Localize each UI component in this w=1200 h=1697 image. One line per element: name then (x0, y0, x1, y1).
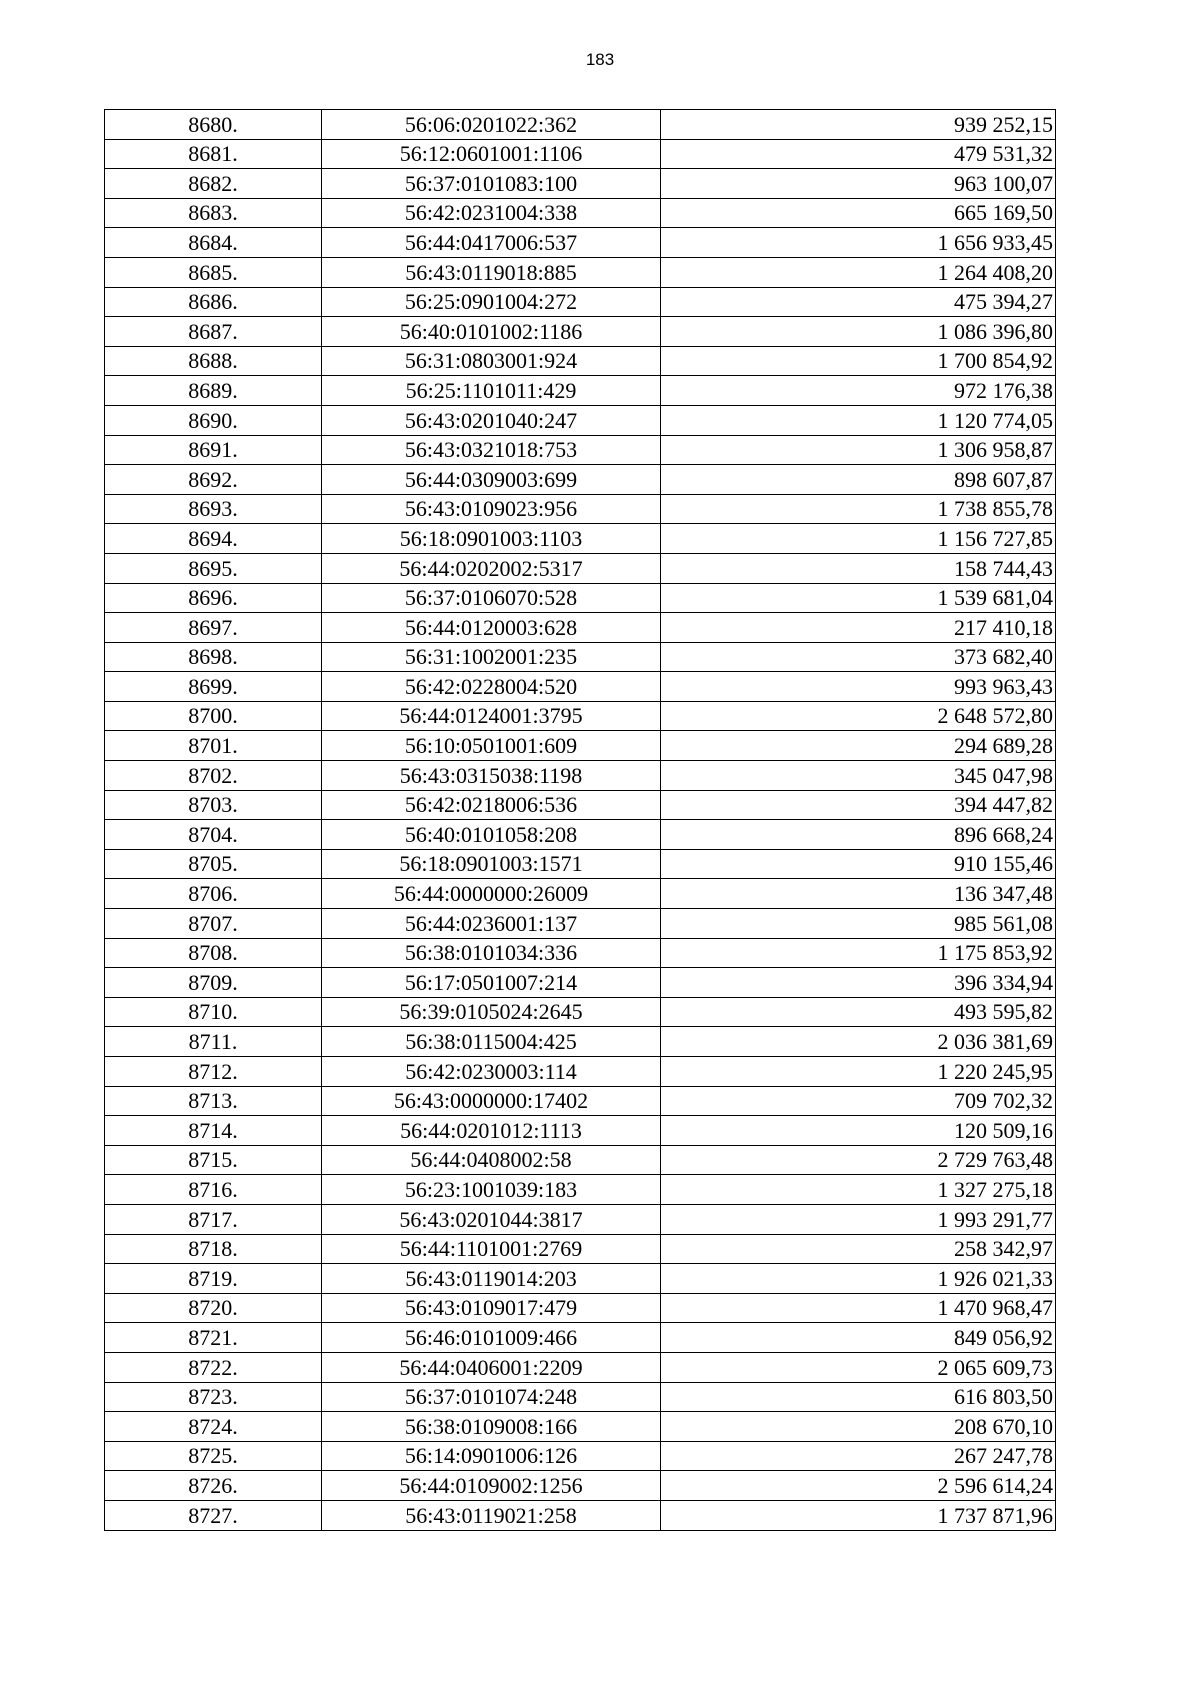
cadastral-value-cell: 2 596 614,24 (661, 1471, 1056, 1501)
cadastral-value-cell: 120 509,16 (661, 1116, 1056, 1146)
row-number-cell: 8692. (105, 465, 322, 495)
cadastral-value-cell: 345 047,98 (661, 761, 1056, 791)
table-row (105, 583, 1056, 613)
cadastral-value-table (104, 109, 1056, 1531)
table-row (105, 169, 1056, 199)
cadastral-value-cell: 910 155,46 (661, 849, 1056, 879)
row-number-cell: 8718. (105, 1234, 322, 1264)
cadastral-value-cell: 1 470 968,47 (661, 1293, 1056, 1323)
cadastral-number-cell: 56:44:0406001:2209 (322, 1352, 661, 1382)
cadastral-value-cell: 1 086 396,80 (661, 317, 1056, 347)
cadastral-value-cell: 1 700 854,92 (661, 346, 1056, 376)
row-number-cell: 8687. (105, 317, 322, 347)
row-number-cell: 8726. (105, 1471, 322, 1501)
cadastral-value-cell: 158 744,43 (661, 553, 1056, 583)
cadastral-number-cell: 56:17:0501007:214 (322, 968, 661, 998)
cadastral-value-cell: 896 668,24 (661, 820, 1056, 850)
cadastral-number-cell: 56:23:1001039:183 (322, 1175, 661, 1205)
table-body (105, 110, 1056, 1531)
row-number-cell: 8706. (105, 879, 322, 909)
table-row (105, 1293, 1056, 1323)
cadastral-value-cell: 1 539 681,04 (661, 583, 1056, 613)
row-number-cell: 8683. (105, 198, 322, 228)
table-row (105, 139, 1056, 169)
row-number-cell: 8711. (105, 1027, 322, 1057)
row-number-cell: 8716. (105, 1175, 322, 1205)
cadastral-number-cell: 56:44:0000000:26009 (322, 879, 661, 909)
row-number-cell: 8691. (105, 435, 322, 465)
cadastral-number-cell: 56:43:0109023:956 (322, 494, 661, 524)
row-number-cell: 8697. (105, 613, 322, 643)
cadastral-number-cell: 56:40:0101002:1186 (322, 317, 661, 347)
table-row (105, 1175, 1056, 1205)
cadastral-value-cell: 394 447,82 (661, 790, 1056, 820)
cadastral-number-cell: 56:18:0901003:1571 (322, 849, 661, 879)
row-number-cell: 8724. (105, 1412, 322, 1442)
cadastral-value-cell: 985 561,08 (661, 909, 1056, 939)
cadastral-number-cell: 56:43:0201040:247 (322, 405, 661, 435)
cadastral-value-cell: 267 247,78 (661, 1441, 1056, 1471)
row-number-cell: 8688. (105, 346, 322, 376)
table-row (105, 1057, 1056, 1087)
cadastral-value-cell: 294 689,28 (661, 731, 1056, 761)
table-row (105, 1412, 1056, 1442)
table-row (105, 1204, 1056, 1234)
table-row (105, 1500, 1056, 1530)
cadastral-number-cell: 56:42:0228004:520 (322, 672, 661, 702)
table-row (105, 938, 1056, 968)
table-row (105, 997, 1056, 1027)
row-number-cell: 8702. (105, 761, 322, 791)
row-number-cell: 8703. (105, 790, 322, 820)
table-row (105, 1441, 1056, 1471)
table-row (105, 287, 1056, 317)
table-row (105, 346, 1056, 376)
cadastral-number-cell: 56:38:0115004:425 (322, 1027, 661, 1057)
cadastral-number-cell: 56:37:0101083:100 (322, 169, 661, 199)
table-row (105, 1234, 1056, 1264)
cadastral-number-cell: 56:43:0119021:258 (322, 1500, 661, 1530)
row-number-cell: 8680. (105, 110, 322, 140)
row-number-cell: 8701. (105, 731, 322, 761)
table-row (105, 761, 1056, 791)
cadastral-value-cell: 208 670,10 (661, 1412, 1056, 1442)
cadastral-number-cell: 56:44:0236001:137 (322, 909, 661, 939)
row-number-cell: 8717. (105, 1204, 322, 1234)
row-number-cell: 8727. (105, 1500, 322, 1530)
cadastral-number-cell: 56:06:0201022:362 (322, 110, 661, 140)
row-number-cell: 8721. (105, 1323, 322, 1353)
cadastral-value-cell: 493 595,82 (661, 997, 1056, 1027)
page-number: 183 (585, 50, 615, 69)
cadastral-value-cell: 396 334,94 (661, 968, 1056, 998)
cadastral-number-cell: 56:43:0315038:1198 (322, 761, 661, 791)
table-row (105, 731, 1056, 761)
cadastral-number-cell: 56:25:0901004:272 (322, 287, 661, 317)
table-row (105, 317, 1056, 347)
cadastral-value-cell: 1 737 871,96 (661, 1500, 1056, 1530)
table-row (105, 465, 1056, 495)
cadastral-number-cell: 56:43:0119018:885 (322, 257, 661, 287)
row-number-cell: 8709. (105, 968, 322, 998)
cadastral-value-cell: 939 252,15 (661, 110, 1056, 140)
row-number-cell: 8712. (105, 1057, 322, 1087)
cadastral-value-cell: 1 175 853,92 (661, 938, 1056, 968)
table-row (105, 405, 1056, 435)
cadastral-value-cell: 972 176,38 (661, 376, 1056, 406)
row-number-cell: 8704. (105, 820, 322, 850)
cadastral-number-cell: 56:43:0119014:203 (322, 1264, 661, 1294)
cadastral-number-cell: 56:43:0000000:17402 (322, 1086, 661, 1116)
row-number-cell: 8696. (105, 583, 322, 613)
table-row (105, 613, 1056, 643)
table-row (105, 790, 1056, 820)
cadastral-number-cell: 56:10:0501001:609 (322, 731, 661, 761)
row-number-cell: 8699. (105, 672, 322, 702)
row-number-cell: 8686. (105, 287, 322, 317)
cadastral-value-cell: 1 306 958,87 (661, 435, 1056, 465)
table-row (105, 1027, 1056, 1057)
cadastral-value-cell: 258 342,97 (661, 1234, 1056, 1264)
cadastral-value-cell: 373 682,40 (661, 642, 1056, 672)
cadastral-value-cell: 2 065 609,73 (661, 1352, 1056, 1382)
cadastral-number-cell: 56:43:0109017:479 (322, 1293, 661, 1323)
cadastral-number-cell: 56:18:0901003:1103 (322, 524, 661, 554)
table-row (105, 849, 1056, 879)
row-number-cell: 8719. (105, 1264, 322, 1294)
table-row (105, 1086, 1056, 1116)
cadastral-number-cell: 56:38:0109008:166 (322, 1412, 661, 1442)
table-row (105, 110, 1056, 140)
cadastral-value-cell: 1 264 408,20 (661, 257, 1056, 287)
cadastral-value-cell: 709 702,32 (661, 1086, 1056, 1116)
row-number-cell: 8694. (105, 524, 322, 554)
table-row (105, 494, 1056, 524)
row-number-cell: 8715. (105, 1145, 322, 1175)
cadastral-value-cell: 1 220 245,95 (661, 1057, 1056, 1087)
row-number-cell: 8708. (105, 938, 322, 968)
table-row (105, 1264, 1056, 1294)
row-number-cell: 8710. (105, 997, 322, 1027)
cadastral-number-cell: 56:44:0408002:58 (322, 1145, 661, 1175)
cadastral-number-cell: 56:46:0101009:466 (322, 1323, 661, 1353)
cadastral-value-cell: 2 729 763,48 (661, 1145, 1056, 1175)
table-row (105, 376, 1056, 406)
table-row (105, 879, 1056, 909)
cadastral-value-cell: 665 169,50 (661, 198, 1056, 228)
cadastral-value-cell: 1 993 291,77 (661, 1204, 1056, 1234)
cadastral-number-cell: 56:14:0901006:126 (322, 1441, 661, 1471)
row-number-cell: 8714. (105, 1116, 322, 1146)
cadastral-value-cell: 898 607,87 (661, 465, 1056, 495)
table-row (105, 968, 1056, 998)
row-number-cell: 8681. (105, 139, 322, 169)
cadastral-value-cell: 1 738 855,78 (661, 494, 1056, 524)
table-row (105, 553, 1056, 583)
cadastral-value-cell: 1 120 774,05 (661, 405, 1056, 435)
cadastral-number-cell: 56:42:0218006:536 (322, 790, 661, 820)
row-number-cell: 8700. (105, 701, 322, 731)
table-row (105, 1471, 1056, 1501)
cadastral-number-cell: 56:43:0321018:753 (322, 435, 661, 465)
table-row (105, 820, 1056, 850)
cadastral-number-cell: 56:40:0101058:208 (322, 820, 661, 850)
table-row (105, 672, 1056, 702)
cadastral-number-cell: 56:44:0202002:5317 (322, 553, 661, 583)
row-number-cell: 8713. (105, 1086, 322, 1116)
cadastral-number-cell: 56:25:1101011:429 (322, 376, 661, 406)
cadastral-value-cell: 479 531,32 (661, 139, 1056, 169)
table-row (105, 1145, 1056, 1175)
cadastral-number-cell: 56:44:0109002:1256 (322, 1471, 661, 1501)
row-number-cell: 8707. (105, 909, 322, 939)
row-number-cell: 8705. (105, 849, 322, 879)
table-row (105, 701, 1056, 731)
cadastral-number-cell: 56:44:0309003:699 (322, 465, 661, 495)
table-row (105, 1382, 1056, 1412)
table-row (105, 228, 1056, 258)
row-number-cell: 8695. (105, 553, 322, 583)
cadastral-number-cell: 56:31:1002001:235 (322, 642, 661, 672)
cadastral-number-cell: 56:44:0124001:3795 (322, 701, 661, 731)
table-row (105, 524, 1056, 554)
row-number-cell: 8689. (105, 376, 322, 406)
table-row (105, 642, 1056, 672)
row-number-cell: 8722. (105, 1352, 322, 1382)
row-number-cell: 8684. (105, 228, 322, 258)
cadastral-value-cell: 1 926 021,33 (661, 1264, 1056, 1294)
cadastral-number-cell: 56:43:0201044:3817 (322, 1204, 661, 1234)
table-row (105, 1323, 1056, 1353)
table-row (105, 198, 1056, 228)
row-number-cell: 8720. (105, 1293, 322, 1323)
table-row (105, 1116, 1056, 1146)
cadastral-number-cell: 56:44:0417006:537 (322, 228, 661, 258)
cadastral-number-cell: 56:44:1101001:2769 (322, 1234, 661, 1264)
cadastral-number-cell: 56:39:0105024:2645 (322, 997, 661, 1027)
table-row (105, 257, 1056, 287)
cadastral-value-cell: 1 327 275,18 (661, 1175, 1056, 1205)
row-number-cell: 8685. (105, 257, 322, 287)
cadastral-value-cell: 217 410,18 (661, 613, 1056, 643)
cadastral-number-cell: 56:42:0230003:114 (322, 1057, 661, 1087)
cadastral-value-cell: 993 963,43 (661, 672, 1056, 702)
cadastral-value-cell: 1 656 933,45 (661, 228, 1056, 258)
row-number-cell: 8690. (105, 405, 322, 435)
cadastral-number-cell: 56:37:0106070:528 (322, 583, 661, 613)
cadastral-number-cell: 56:31:0803001:924 (322, 346, 661, 376)
cadastral-value-cell: 963 100,07 (661, 169, 1056, 199)
cadastral-number-cell: 56:37:0101074:248 (322, 1382, 661, 1412)
cadastral-number-cell: 56:42:0231004:338 (322, 198, 661, 228)
cadastral-value-cell: 1 156 727,85 (661, 524, 1056, 554)
row-number-cell: 8693. (105, 494, 322, 524)
cadastral-number-cell: 56:38:0101034:336 (322, 938, 661, 968)
table-row (105, 435, 1056, 465)
table-row (105, 1352, 1056, 1382)
cadastral-value-cell: 475 394,27 (661, 287, 1056, 317)
table-row (105, 909, 1056, 939)
row-number-cell: 8723. (105, 1382, 322, 1412)
cadastral-value-cell: 616 803,50 (661, 1382, 1056, 1412)
cadastral-value-cell: 136 347,48 (661, 879, 1056, 909)
row-number-cell: 8725. (105, 1441, 322, 1471)
row-number-cell: 8698. (105, 642, 322, 672)
cadastral-value-cell: 2 036 381,69 (661, 1027, 1056, 1057)
cadastral-number-cell: 56:12:0601001:1106 (322, 139, 661, 169)
cadastral-value-cell: 849 056,92 (661, 1323, 1056, 1353)
cadastral-number-cell: 56:44:0201012:1113 (322, 1116, 661, 1146)
cadastral-value-cell: 2 648 572,80 (661, 701, 1056, 731)
row-number-cell: 8682. (105, 169, 322, 199)
cadastral-number-cell: 56:44:0120003:628 (322, 613, 661, 643)
